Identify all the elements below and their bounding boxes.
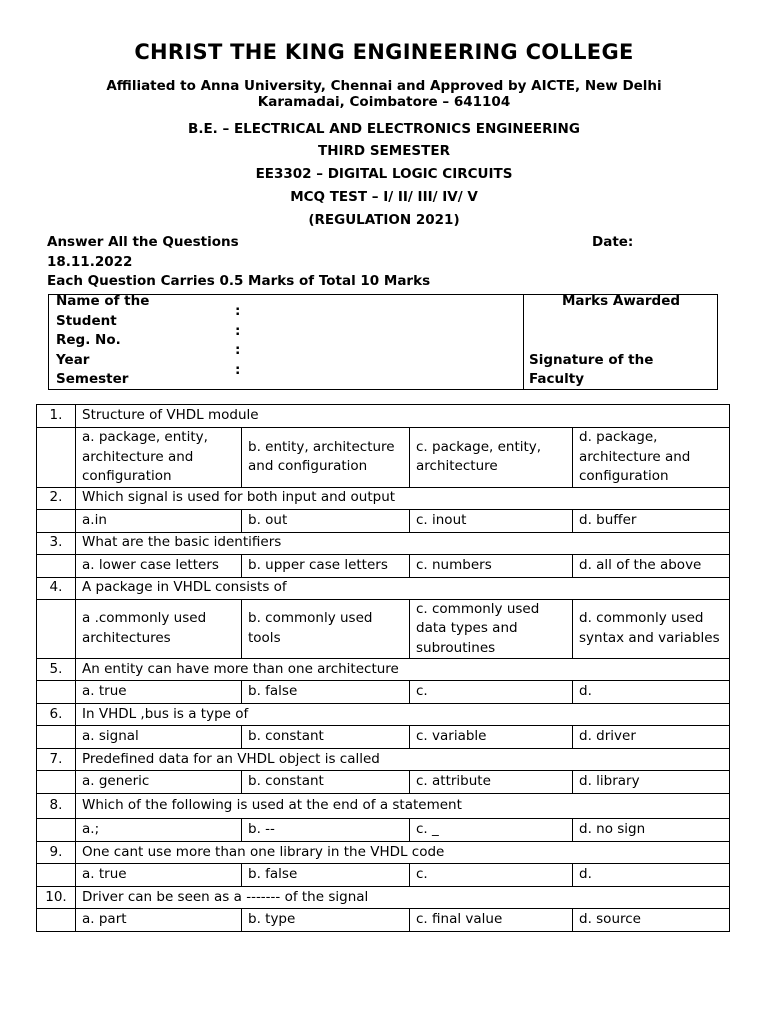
option-b: b. out: [242, 509, 410, 532]
question-text: Which signal is used for both input and output: [76, 487, 730, 509]
marks-awarded-label: Marks Awarded: [561, 293, 681, 309]
options-row: [37, 599, 730, 659]
affiliation: [0, 78, 768, 110]
question-row: [37, 405, 730, 428]
option-c: c. commonly used data types and subroutines: [410, 599, 573, 659]
question-number: 5.: [37, 659, 76, 681]
question-row: [37, 532, 730, 554]
option-d: d. buffer: [573, 509, 730, 532]
question-number: 9.: [37, 842, 76, 864]
blank-cell: [37, 509, 76, 532]
option-a: a. generic: [76, 771, 242, 794]
college-title: CHRIST THE KING ENGINEERING COLLEGE: [134, 40, 634, 64]
name-colon: :: [235, 303, 241, 319]
questions-table: [36, 404, 730, 932]
option-b: b. type: [242, 909, 410, 932]
option-b: b. constant: [242, 771, 410, 794]
option-d: d. driver: [573, 726, 730, 749]
blank-cell: [37, 819, 76, 842]
option-c: c. attribute: [410, 771, 573, 794]
option-b: b. --: [242, 819, 410, 842]
regulation-heading: (REGULATION 2021): [308, 212, 460, 228]
option-a: a. lower case letters: [76, 554, 242, 577]
option-c: c.: [410, 681, 573, 704]
option-a: a .commonly used architectures: [76, 599, 242, 659]
option-c: c.: [410, 864, 573, 887]
question-number: 1.: [37, 405, 76, 428]
option-b: b. entity, architecture and configuration: [242, 428, 410, 488]
question-text: In VHDL ,bus is a type of: [76, 704, 730, 726]
question-number: 4.: [37, 577, 76, 599]
question-row: [37, 749, 730, 771]
question-number: 7.: [37, 749, 76, 771]
options-row: [37, 554, 730, 577]
option-a: a. true: [76, 864, 242, 887]
question-text: One cant use more than one library in the VHDL code: [76, 842, 730, 864]
options-row: [37, 771, 730, 794]
student-info-box: [48, 294, 718, 390]
course-heading: EE3302 – DIGITAL LOGIC CIRCUITS: [255, 166, 513, 182]
option-d: d.: [573, 864, 730, 887]
question-text: Which of the following is used at the end of a statement: [76, 794, 730, 819]
semester-label: Semester: [56, 371, 129, 387]
option-c: c. inout: [410, 509, 573, 532]
blank-cell: [37, 864, 76, 887]
option-b: b. constant: [242, 726, 410, 749]
option-d: d. commonly used syntax and variables: [573, 599, 730, 659]
year-label: Year: [56, 352, 90, 368]
question-number: 10.: [37, 887, 76, 909]
option-a: a.in: [76, 509, 242, 532]
option-d: d. library: [573, 771, 730, 794]
option-c: c. _: [410, 819, 573, 842]
blank-cell: [37, 771, 76, 794]
blank-cell: [37, 428, 76, 488]
option-c: c. package, entity, architecture: [410, 428, 573, 488]
reg-no-colon: :: [235, 323, 241, 339]
name-label-line-2: Student: [56, 313, 117, 329]
option-b: b. false: [242, 681, 410, 704]
option-c: c. variable: [410, 726, 573, 749]
option-a: a. signal: [76, 726, 242, 749]
option-b: b. false: [242, 864, 410, 887]
reg-no-label: Reg. No.: [56, 332, 121, 348]
question-text: A package in VHDL consists of: [76, 577, 730, 599]
question-number: 2.: [37, 487, 76, 509]
question-number: 6.: [37, 704, 76, 726]
blank-cell: [37, 599, 76, 659]
question-row: [37, 487, 730, 509]
options-row: [37, 819, 730, 842]
option-d: d. no sign: [573, 819, 730, 842]
option-d: d. all of the above: [573, 554, 730, 577]
question-row: [37, 842, 730, 864]
option-c: c. numbers: [410, 554, 573, 577]
options-row: [37, 726, 730, 749]
affiliation-line-1: Affiliated to Anna University, Chennai and Approved by AICTE, New Delhi: [106, 78, 662, 94]
question-text: Predefined data for an VHDL object is called: [76, 749, 730, 771]
question-row: [37, 577, 730, 599]
date-label: Date:: [592, 234, 634, 250]
question-row: [37, 887, 730, 909]
question-text: An entity can have more than one architecture: [76, 659, 730, 681]
instructions-line: [47, 234, 727, 250]
options-row: [37, 864, 730, 887]
option-d: d.: [573, 681, 730, 704]
option-a: a.;: [76, 819, 242, 842]
option-d: d. source: [573, 909, 730, 932]
date-value: 18.11.2022: [47, 254, 133, 270]
marks-note: Each Question Carries 0.5 Marks of Total 10 Marks: [47, 273, 431, 289]
blank-cell: [37, 554, 76, 577]
option-c: c. final value: [410, 909, 573, 932]
option-d: d. package, architecture and configuration: [573, 428, 730, 488]
year-colon: :: [235, 342, 241, 358]
box-divider: [523, 295, 524, 389]
option-b: b. commonly used tools: [242, 599, 410, 659]
name-label-line-1: Name of the: [56, 293, 150, 309]
question-row: [37, 704, 730, 726]
question-text: Driver can be seen as a ------- of the signal: [76, 887, 730, 909]
options-row: [37, 681, 730, 704]
option-a: a. package, entity, architecture and configuration: [76, 428, 242, 488]
blank-cell: [37, 681, 76, 704]
option-a: a. true: [76, 681, 242, 704]
blank-cell: [37, 726, 76, 749]
question-text: Structure of VHDL module: [76, 405, 730, 428]
answer-all-label: Answer All the Questions: [47, 234, 239, 250]
degree-heading: B.E. – ELECTRICAL AND ELECTRONICS ENGINEERING: [188, 121, 580, 137]
test-heading: MCQ TEST – I/ II/ III/ IV/ V: [290, 189, 478, 205]
options-row: [37, 909, 730, 932]
semester-heading: THIRD SEMESTER: [318, 143, 450, 159]
blank-cell: [37, 909, 76, 932]
option-a: a. part: [76, 909, 242, 932]
options-row: [37, 509, 730, 532]
affiliation-line-2: Karamadai, Coimbatore – 641104: [257, 94, 511, 110]
question-row: [37, 794, 730, 819]
question-row: [37, 659, 730, 681]
question-text: What are the basic identifiers: [76, 532, 730, 554]
signature-label-line-2: Faculty: [529, 371, 585, 387]
question-number: 8.: [37, 794, 76, 819]
question-number: 3.: [37, 532, 76, 554]
options-row: [37, 428, 730, 488]
semester-colon: :: [235, 362, 241, 378]
signature-label-line-1: Signature of the: [529, 352, 654, 368]
option-b: b. upper case letters: [242, 554, 410, 577]
